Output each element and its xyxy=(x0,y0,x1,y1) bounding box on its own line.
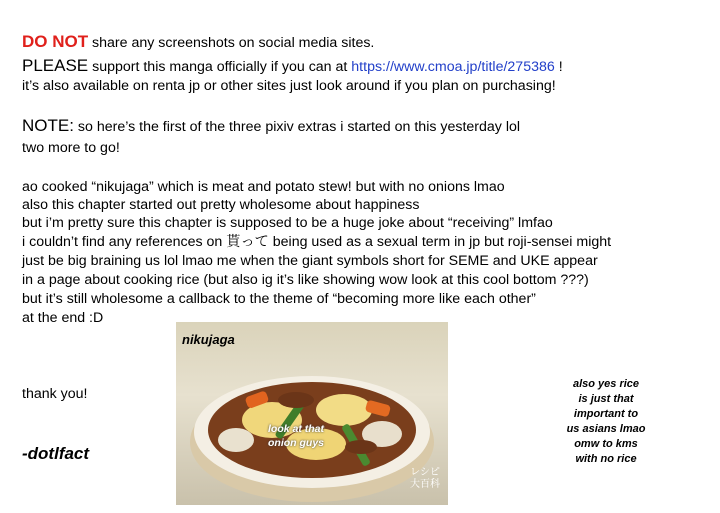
renta-line: it’s also available on renta jp or other sites just look around if you plan on purchasing! xyxy=(22,78,556,94)
watermark-line: 大百科 xyxy=(410,479,440,490)
side-note xyxy=(556,377,656,467)
side-note-line: is just that xyxy=(578,393,634,405)
watermark xyxy=(410,467,440,491)
overlay-line: look at that xyxy=(268,423,325,435)
do-not-label: DO NOT xyxy=(22,32,89,51)
body-line: in a page about cooking rice (but also ig it’s like showing wow look at this cool bottom ???) xyxy=(22,272,589,288)
watermark-line: レシピ xyxy=(410,467,440,478)
body-line: just be big braining us lol lmao me when the giant symbols short for SEME and UKE appear xyxy=(22,253,598,269)
body-line: but i’m pretty sure this chapter is supposed to be a huge joke about “receiving” lmfao xyxy=(22,215,553,231)
body-line: but it’s still wholesome a callback to the theme of “becoming more like each other” xyxy=(22,291,536,307)
purchase-link[interactable]: https://www.cmoa.jp/title/275386 xyxy=(351,59,555,75)
do-not-line xyxy=(22,33,374,52)
photo-overlay-text xyxy=(268,422,324,450)
side-note-line: us asians lmao xyxy=(566,423,646,435)
note-line xyxy=(22,117,520,136)
side-note-line: with no rice xyxy=(575,453,637,465)
body-line: ao cooked “nikujaga” which is meat and potato stew! but with no onions lmao xyxy=(22,179,505,195)
nikujaga-photo xyxy=(176,322,448,505)
body-line: i couldn’t find any references on 貰って being used as a sexual term in jp but roji-sensei might xyxy=(22,234,612,250)
do-not-text: share any screenshots on social media sites. xyxy=(88,35,375,51)
note-label: NOTE: xyxy=(22,116,74,135)
signature: -dotlfact xyxy=(22,444,90,463)
photo-label: nikujaga xyxy=(182,332,235,347)
note-text: so here’s the first of the three pixiv extras i started on this yesterday lol xyxy=(73,119,521,135)
side-note-line: omw to kms xyxy=(574,438,638,450)
please-tail: ! xyxy=(554,59,563,75)
body-line: also this chapter started out pretty wholesome about happiness xyxy=(22,197,420,213)
note-line-2: two more to go! xyxy=(22,140,120,156)
overlay-line: onion guys xyxy=(268,437,324,449)
side-note-line: also yes rice xyxy=(572,378,640,390)
please-label: PLEASE xyxy=(22,56,89,75)
body-line: at the end :D xyxy=(22,310,104,326)
please-line xyxy=(22,57,563,76)
stew-bowl-illustration xyxy=(176,322,448,505)
please-text: support this manga officially if you can at xyxy=(88,59,352,75)
side-note-line: important to xyxy=(573,408,639,420)
thanks-text: thank you! xyxy=(22,386,88,402)
